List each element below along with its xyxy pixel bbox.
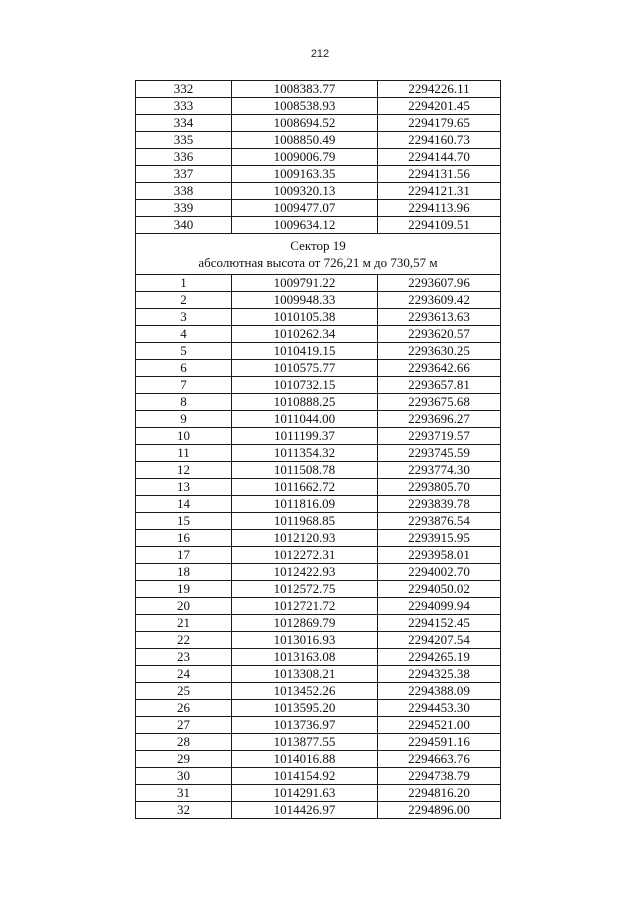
y-coordinate-cell: 2294002.70 (378, 564, 501, 581)
sector-header-group (136, 234, 501, 275)
table-row (136, 411, 501, 428)
coordinates-table-container (135, 80, 500, 819)
point-number-cell: 19 (136, 581, 232, 598)
y-coordinate-cell: 2294160.73 (378, 132, 501, 149)
x-coordinate-cell: 1012120.93 (232, 530, 378, 547)
x-coordinate-cell: 1010888.25 (232, 394, 378, 411)
table-row (136, 132, 501, 149)
x-coordinate-cell: 1010262.34 (232, 326, 378, 343)
point-number-cell: 337 (136, 166, 232, 183)
x-coordinate-cell: 1011199.37 (232, 428, 378, 445)
table-row (136, 547, 501, 564)
table-row (136, 394, 501, 411)
point-number-cell: 12 (136, 462, 232, 479)
table-row (136, 479, 501, 496)
x-coordinate-cell: 1010575.77 (232, 360, 378, 377)
table-row (136, 700, 501, 717)
x-coordinate-cell: 1011816.09 (232, 496, 378, 513)
point-number-cell: 1 (136, 275, 232, 292)
x-coordinate-cell: 1011508.78 (232, 462, 378, 479)
point-number-cell: 16 (136, 530, 232, 547)
x-coordinate-cell: 1014291.63 (232, 785, 378, 802)
y-coordinate-cell: 2293630.25 (378, 343, 501, 360)
y-coordinate-cell: 2294131.56 (378, 166, 501, 183)
y-coordinate-cell: 2294050.02 (378, 581, 501, 598)
table-row (136, 217, 501, 234)
table-row (136, 564, 501, 581)
x-coordinate-cell: 1008694.52 (232, 115, 378, 132)
x-coordinate-cell: 1011662.72 (232, 479, 378, 496)
x-coordinate-cell: 1008538.93 (232, 98, 378, 115)
x-coordinate-cell: 1013595.20 (232, 700, 378, 717)
table-row (136, 275, 501, 292)
y-coordinate-cell: 2294325.38 (378, 666, 501, 683)
y-coordinate-cell: 2293745.59 (378, 445, 501, 462)
x-coordinate-cell: 1010732.15 (232, 377, 378, 394)
table-row (136, 98, 501, 115)
table-row (136, 666, 501, 683)
table-row (136, 115, 501, 132)
table-row (136, 496, 501, 513)
x-coordinate-cell: 1009948.33 (232, 292, 378, 309)
y-coordinate-cell: 2293607.96 (378, 275, 501, 292)
y-coordinate-cell: 2294207.54 (378, 632, 501, 649)
point-number-cell: 334 (136, 115, 232, 132)
point-number-cell: 21 (136, 615, 232, 632)
point-number-cell: 29 (136, 751, 232, 768)
table-row (136, 149, 501, 166)
table-body-after-sector (136, 275, 501, 819)
x-coordinate-cell: 1013452.26 (232, 683, 378, 700)
y-coordinate-cell: 2293675.68 (378, 394, 501, 411)
y-coordinate-cell: 2294099.94 (378, 598, 501, 615)
table-row (136, 445, 501, 462)
x-coordinate-cell: 1008850.49 (232, 132, 378, 149)
point-number-cell: 7 (136, 377, 232, 394)
table-row (136, 343, 501, 360)
table-row (136, 717, 501, 734)
y-coordinate-cell: 2294152.45 (378, 615, 501, 632)
table-row (136, 309, 501, 326)
y-coordinate-cell: 2293774.30 (378, 462, 501, 479)
point-number-cell: 24 (136, 666, 232, 683)
x-coordinate-cell: 1011044.00 (232, 411, 378, 428)
table-row (136, 428, 501, 445)
table-row (136, 802, 501, 819)
point-number-cell: 2 (136, 292, 232, 309)
y-coordinate-cell: 2293620.57 (378, 326, 501, 343)
table-row (136, 615, 501, 632)
x-coordinate-cell: 1009006.79 (232, 149, 378, 166)
point-number-cell: 27 (136, 717, 232, 734)
point-number-cell: 20 (136, 598, 232, 615)
x-coordinate-cell: 1012572.75 (232, 581, 378, 598)
sector-subtitle: абсолютная высота от 726,21 м до 730,57 м (198, 255, 438, 270)
point-number-cell: 9 (136, 411, 232, 428)
point-number-cell: 333 (136, 98, 232, 115)
y-coordinate-cell: 2294663.76 (378, 751, 501, 768)
y-coordinate-cell: 2293958.01 (378, 547, 501, 564)
y-coordinate-cell: 2293719.57 (378, 428, 501, 445)
table-row (136, 683, 501, 700)
y-coordinate-cell: 2294144.70 (378, 149, 501, 166)
point-number-cell: 8 (136, 394, 232, 411)
y-coordinate-cell: 2294121.31 (378, 183, 501, 200)
x-coordinate-cell: 1014426.97 (232, 802, 378, 819)
x-coordinate-cell: 1010419.15 (232, 343, 378, 360)
x-coordinate-cell: 1014016.88 (232, 751, 378, 768)
y-coordinate-cell: 2293839.78 (378, 496, 501, 513)
y-coordinate-cell: 2293696.27 (378, 411, 501, 428)
x-coordinate-cell: 1013877.55 (232, 734, 378, 751)
x-coordinate-cell: 1012721.72 (232, 598, 378, 615)
point-number-cell: 4 (136, 326, 232, 343)
point-number-cell: 17 (136, 547, 232, 564)
y-coordinate-cell: 2294521.00 (378, 717, 501, 734)
point-number-cell: 339 (136, 200, 232, 217)
y-coordinate-cell: 2294388.09 (378, 683, 501, 700)
x-coordinate-cell: 1009477.07 (232, 200, 378, 217)
table-row (136, 200, 501, 217)
y-coordinate-cell: 2294201.45 (378, 98, 501, 115)
y-coordinate-cell: 2293805.70 (378, 479, 501, 496)
x-coordinate-cell: 1013163.08 (232, 649, 378, 666)
table-row (136, 360, 501, 377)
table-row (136, 581, 501, 598)
x-coordinate-cell: 1012422.93 (232, 564, 378, 581)
point-number-cell: 338 (136, 183, 232, 200)
table-row (136, 183, 501, 200)
y-coordinate-cell: 2294738.79 (378, 768, 501, 785)
y-coordinate-cell: 2293613.63 (378, 309, 501, 326)
x-coordinate-cell: 1014154.92 (232, 768, 378, 785)
x-coordinate-cell: 1013016.93 (232, 632, 378, 649)
y-coordinate-cell: 2294109.51 (378, 217, 501, 234)
y-coordinate-cell: 2293915.95 (378, 530, 501, 547)
table-row (136, 768, 501, 785)
point-number-cell: 5 (136, 343, 232, 360)
table-row (136, 377, 501, 394)
sector-header-cell (136, 234, 501, 275)
point-number-cell: 32 (136, 802, 232, 819)
y-coordinate-cell: 2293657.81 (378, 377, 501, 394)
y-coordinate-cell: 2293642.66 (378, 360, 501, 377)
y-coordinate-cell: 2293876.54 (378, 513, 501, 530)
x-coordinate-cell: 1011354.32 (232, 445, 378, 462)
point-number-cell: 13 (136, 479, 232, 496)
point-number-cell: 18 (136, 564, 232, 581)
point-number-cell: 30 (136, 768, 232, 785)
x-coordinate-cell: 1008383.77 (232, 81, 378, 98)
table-row (136, 81, 501, 98)
point-number-cell: 340 (136, 217, 232, 234)
y-coordinate-cell: 2294179.65 (378, 115, 501, 132)
point-number-cell: 3 (136, 309, 232, 326)
point-number-cell: 332 (136, 81, 232, 98)
point-number-cell: 31 (136, 785, 232, 802)
x-coordinate-cell: 1009320.13 (232, 183, 378, 200)
point-number-cell: 14 (136, 496, 232, 513)
table-row (136, 632, 501, 649)
table-row (136, 292, 501, 309)
point-number-cell: 28 (136, 734, 232, 751)
point-number-cell: 25 (136, 683, 232, 700)
x-coordinate-cell: 1009791.22 (232, 275, 378, 292)
y-coordinate-cell: 2294113.96 (378, 200, 501, 217)
y-coordinate-cell: 2294265.19 (378, 649, 501, 666)
point-number-cell: 6 (136, 360, 232, 377)
coordinates-table (135, 80, 501, 819)
x-coordinate-cell: 1011968.85 (232, 513, 378, 530)
table-row (136, 530, 501, 547)
table-row (136, 326, 501, 343)
table-row (136, 462, 501, 479)
table-row (136, 734, 501, 751)
point-number-cell: 15 (136, 513, 232, 530)
y-coordinate-cell: 2294453.30 (378, 700, 501, 717)
x-coordinate-cell: 1009634.12 (232, 217, 378, 234)
point-number-cell: 11 (136, 445, 232, 462)
table-row (136, 785, 501, 802)
x-coordinate-cell: 1010105.38 (232, 309, 378, 326)
x-coordinate-cell: 1009163.35 (232, 166, 378, 183)
point-number-cell: 26 (136, 700, 232, 717)
y-coordinate-cell: 2294896.00 (378, 802, 501, 819)
point-number-cell: 10 (136, 428, 232, 445)
x-coordinate-cell: 1013736.97 (232, 717, 378, 734)
table-row (136, 513, 501, 530)
y-coordinate-cell: 2293609.42 (378, 292, 501, 309)
y-coordinate-cell: 2294816.20 (378, 785, 501, 802)
point-number-cell: 335 (136, 132, 232, 149)
x-coordinate-cell: 1012869.79 (232, 615, 378, 632)
table-row (136, 166, 501, 183)
page-number: 212 (310, 48, 330, 60)
table-row (136, 751, 501, 768)
table-row (136, 649, 501, 666)
sector-title: Сектор 19 (290, 238, 346, 253)
table-body-before-sector (136, 81, 501, 234)
y-coordinate-cell: 2294591.16 (378, 734, 501, 751)
x-coordinate-cell: 1013308.21 (232, 666, 378, 683)
x-coordinate-cell: 1012272.31 (232, 547, 378, 564)
point-number-cell: 23 (136, 649, 232, 666)
table-row (136, 598, 501, 615)
point-number-cell: 22 (136, 632, 232, 649)
point-number-cell: 336 (136, 149, 232, 166)
y-coordinate-cell: 2294226.11 (378, 81, 501, 98)
sector-header-row (136, 234, 501, 275)
